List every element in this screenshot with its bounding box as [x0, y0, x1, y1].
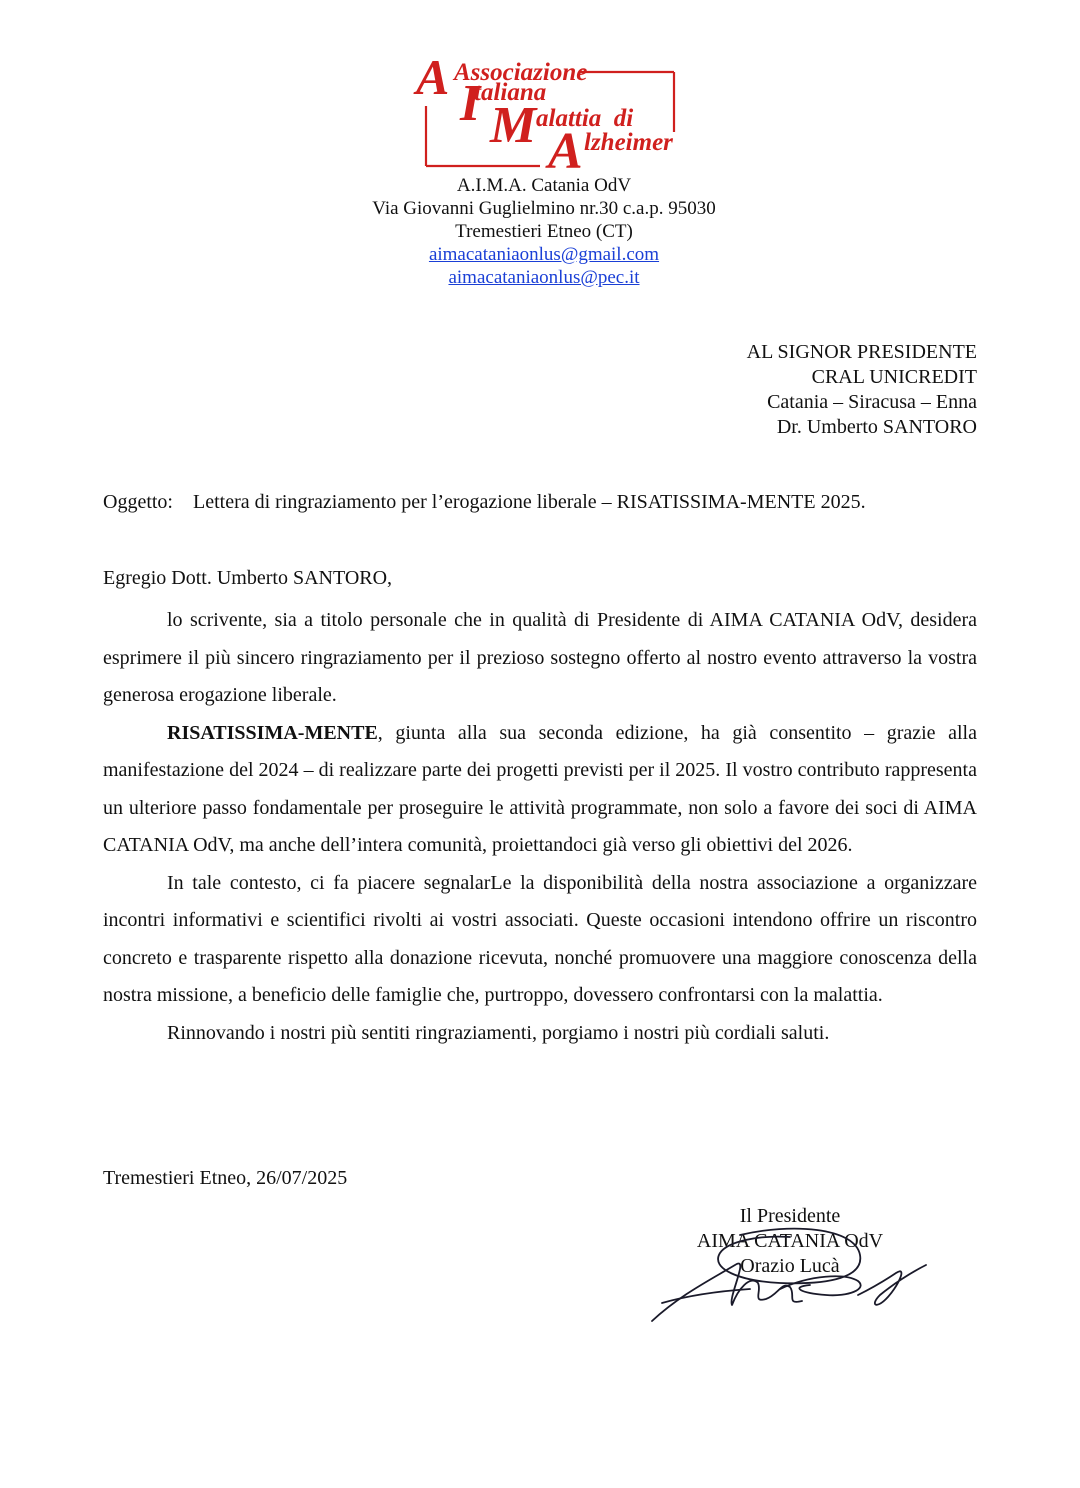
- recipient-line: CRAL UNICREDIT: [811, 366, 977, 388]
- logo-line2-rest: taliana: [474, 79, 547, 106]
- logo-letter-a2: A: [548, 123, 583, 172]
- logo-letter-i: I: [460, 75, 481, 132]
- subject-text: Lettera di ringraziamento per l’erogazione liberale – RISATISSIMA-MENTE 2025.: [193, 491, 866, 513]
- signature-org: AIMA CATANIA OdV: [696, 1230, 884, 1252]
- signature-block: [650, 1204, 930, 1279]
- recipient-block: [747, 340, 977, 440]
- body-paragraph: lo scrivente, sia a titolo personale che in qualità di Presidente di AIMA CATANIA OdV, desidera esprimere il più sincero ringraziamento per il prezioso sostegno offerto al nostro evento attraverso la vostra generosa erogazione liberale.: [103, 609, 977, 706]
- logo-line4-rest: lzheimer: [584, 129, 673, 156]
- logo-letter-m: M: [490, 97, 537, 154]
- aima-logo: [412, 50, 684, 172]
- sender-email-link[interactable]: aimacataniaonlus@gmail.com: [428, 244, 660, 265]
- signature-name: Orazio Lucà: [740, 1255, 840, 1277]
- logo-letter-a1: A: [416, 50, 450, 105]
- letter-body: [103, 602, 977, 1052]
- sender-address: Via Giovanni Guglielmino nr.30 c.a.p. 95030: [372, 198, 716, 219]
- place-date: Tremestieri Etneo, 26/07/2025: [103, 1167, 348, 1189]
- subject-line: [103, 490, 866, 515]
- recipient-line: Catania – Siracusa – Enna: [767, 391, 977, 413]
- recipient-line: AL SIGNOR PRESIDENTE: [746, 341, 977, 363]
- body-paragraph: In tale contesto, ci fa piacere segnalarLe la disponibilità della nostra associazione a organizzare incontri informativi e scientifici rivolti ai vostri associati. Queste occasioni intendono offrire un riscontro concreto e trasparente rispetto alla donazione ricevuta, nonché promuovere una maggiore conoscenza della nostra missione, a beneficio delle famiglie che, purtroppo, dovessero confrontarsi con la malattia.: [103, 871, 977, 1006]
- sender-city: Tremestieri Etneo (CT): [455, 221, 633, 242]
- sender-pec-link[interactable]: aimacataniaonlus@pec.it: [448, 267, 640, 288]
- event-name: RISATISSIMA-MENTE: [167, 721, 378, 744]
- logo-line3-rest: alattia di: [536, 105, 634, 132]
- signature-role: Il Presidente: [739, 1205, 841, 1227]
- body-paragraph: [103, 715, 977, 865]
- subject-label: Oggetto:: [103, 491, 173, 513]
- sender-name: A.I.M.A. Catania OdV: [456, 175, 632, 196]
- recipient-line: Dr. Umberto SANTORO: [776, 416, 977, 438]
- body-paragraph-text: , giunta alla sua seconda edizione, ha già consentito – grazie alla manifestazione del 2024 – di realizzare parte dei progetti previsti per il 2025. Il vostro contributo rappresenta un ulteriore passo fondamentale per proseguire le attività programmate, non solo a favore dei soci di AIMA CATANIA OdV, ma anche dell’intera comunità, proiettandoci già verso gli obiettivi del 2026.: [103, 721, 977, 856]
- logo-line1: Associazione: [454, 59, 588, 86]
- sender-block: [0, 174, 1080, 289]
- body-paragraph: Rinnovando i nostri più sentiti ringraziamenti, porgiamo i nostri più cordiali saluti.: [167, 1021, 830, 1044]
- salutation: Egregio Dott. Umberto SANTORO,: [103, 567, 393, 589]
